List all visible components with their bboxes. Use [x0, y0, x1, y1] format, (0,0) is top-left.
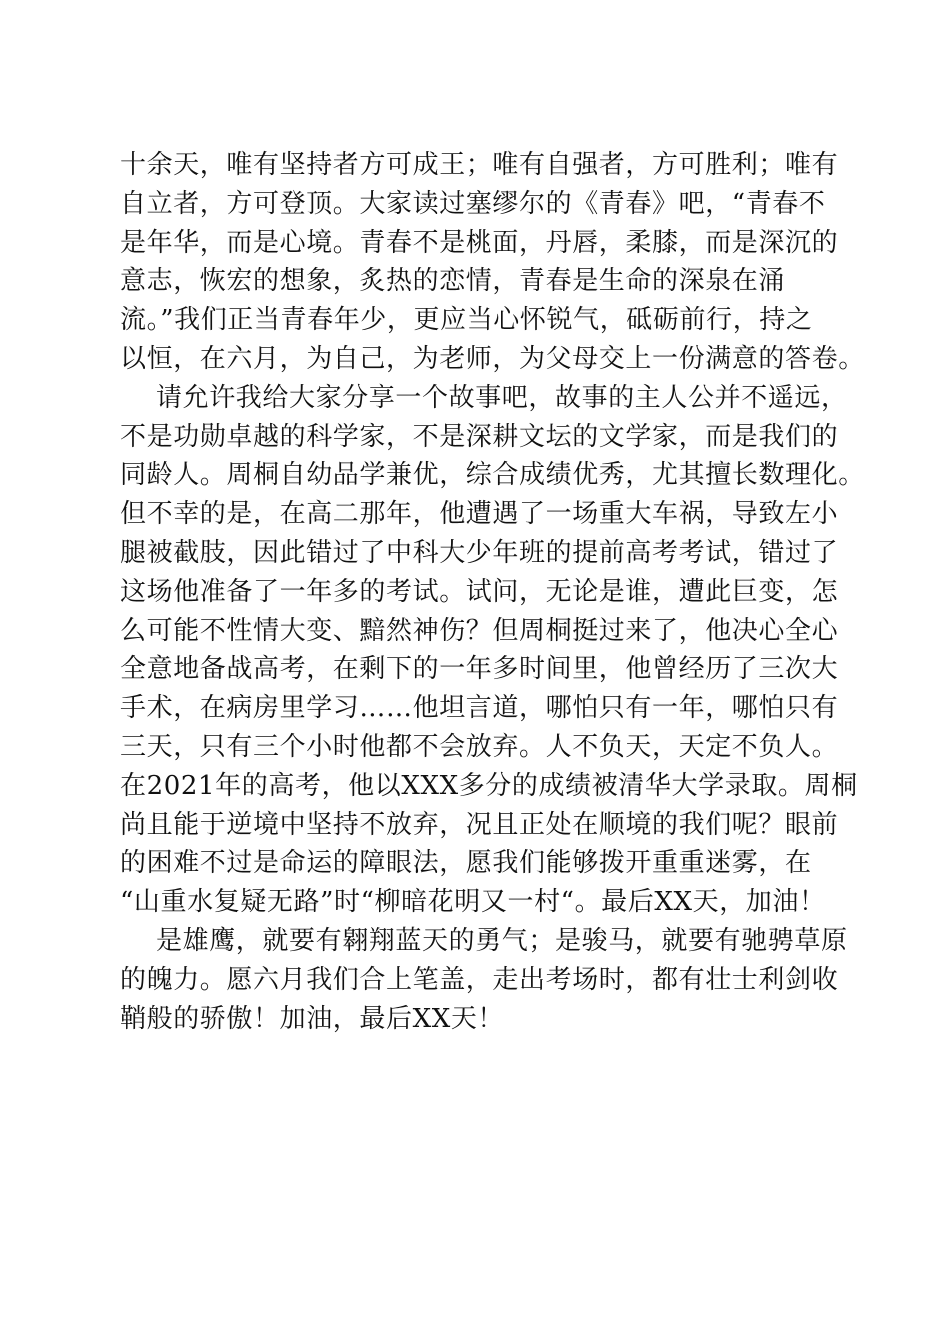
text-line: 同龄人。周桐自幼品学兼优，综合成绩优秀，尤其擅长数理化。	[120, 460, 865, 491]
text-line: 在2021年的高考，他以XXX多分的成绩被清华大学录取。周桐	[120, 770, 858, 801]
text-line: 么可能不性情大变、黯然神伤？但周桐挺过来了，他决心全心	[120, 615, 839, 646]
text-line: 的困难不过是命运的障眼法，愿我们能够拨开重重迷雾，在	[120, 848, 812, 879]
text-line: 鞘般的骄傲！加油，最后XX天！	[120, 1003, 505, 1034]
text-line: 全意地备战高考，在剩下的一年多时间里，他曾经历了三次大	[120, 654, 839, 685]
text-line: 以恒，在六月，为自己，为老师，为父母交上一份满意的答卷。	[120, 343, 865, 374]
text-line: 但不幸的是，在高二那年，他遭遇了一场重大车祸，导致左小	[120, 499, 839, 530]
paragraph-start-line: 是雄鹰，就要有翱翔蓝天的勇气；是骏马，就要有驰骋草原	[156, 925, 848, 956]
text-line: 是年华，而是心境。青春不是桃面，丹唇，柔膝，而是深沉的	[120, 227, 839, 258]
speech-body-text	[120, 146, 865, 1038]
text-line: 腿被截肢，因此错过了中科大少年班的提前高考考试，错过了	[120, 537, 839, 568]
text-line: 意志，恢宏的想象，炙热的恋情，青春是生命的深泉在涌	[120, 266, 786, 297]
text-line: 三天，只有三个小时他都不会放弃。人不负天，天定不负人。	[120, 731, 839, 762]
text-line: 这场他准备了一年多的考试。试问，无论是谁，遭此巨变，怎	[120, 576, 839, 607]
paragraph-start-line: 请允许我给大家分享一个故事吧，故事的主人公并不遥远，	[156, 382, 848, 413]
text-line: 自立者，方可登顶。大家读过塞缪尔的《青春》吧，“青春不	[120, 188, 826, 219]
text-line: “山重水复疑无路”时“柳暗花明又一村“。最后XX天，加油！	[120, 887, 826, 918]
text-line: 手术，在病房里学习……他坦言道，哪怕只有一年，哪怕只有	[120, 693, 839, 724]
text-line: 的魄力。愿六月我们合上笔盖，走出考场时，都有壮士利剑收	[120, 964, 839, 995]
text-line: 尚且能于逆境中坚持不放弃，况且正处在顺境的我们呢？眼前	[120, 809, 839, 840]
text-line: 十余天，唯有坚持者方可成王；唯有自强者，方可胜利；唯有	[120, 150, 839, 180]
text-line: 不是功勋卓越的科学家，不是深耕文坛的文学家，而是我们的	[120, 421, 839, 452]
text-line: 流。”我们正当青春年少，更应当心怀锐气，砥砺前行，持之	[120, 305, 813, 336]
